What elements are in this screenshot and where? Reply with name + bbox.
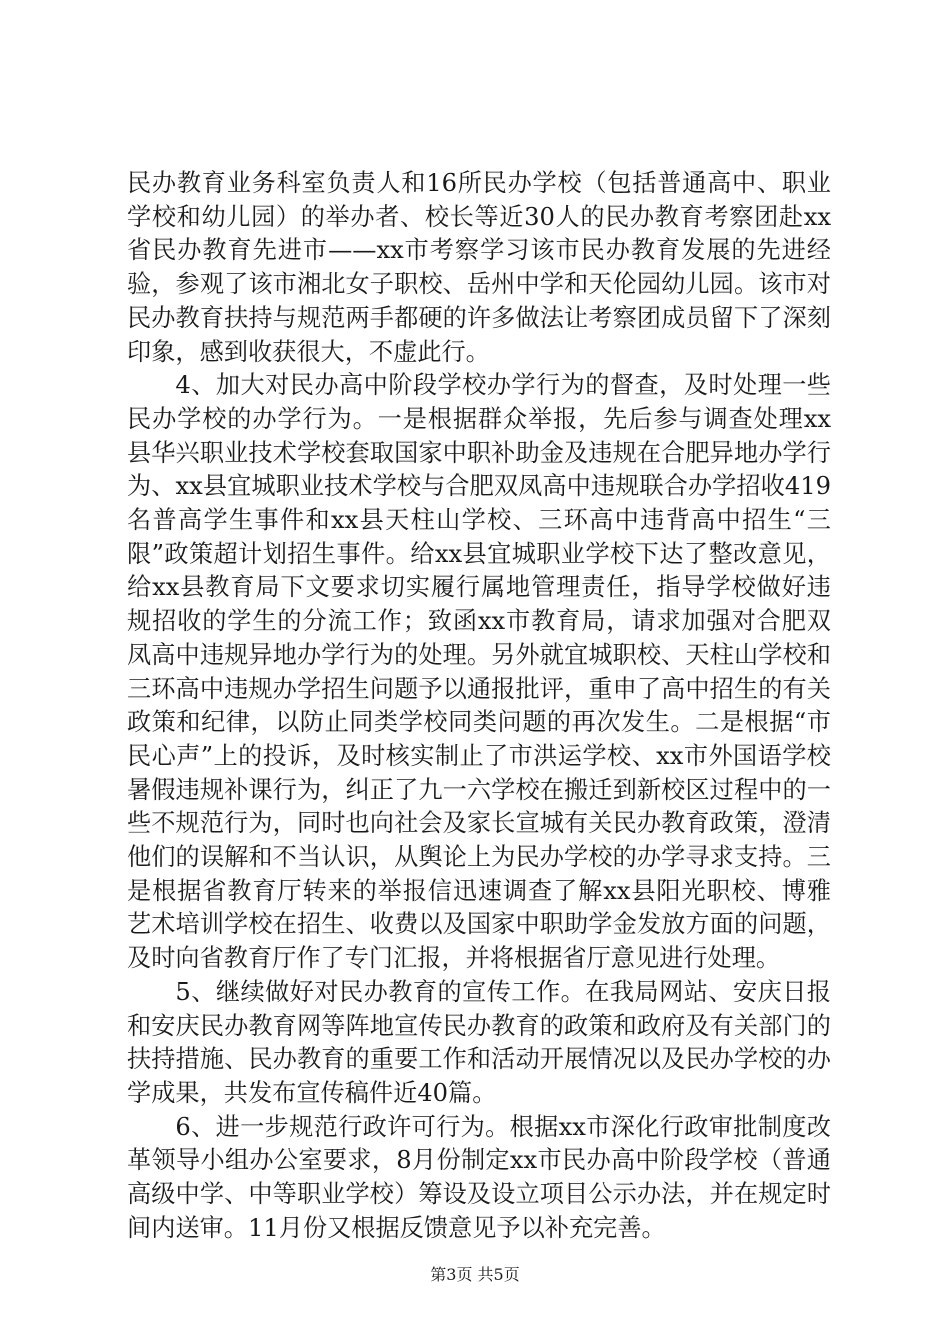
page-number: 第3页 共5页 xyxy=(430,1265,520,1284)
document-body xyxy=(127,167,831,1246)
paragraph-continuation: 民办教育业务科室负责人和16所民办学校（包括普通高中、职业学校和幼儿园）的举办者、校长等近30人的民办教育考察团赴xx省民办教育先进市——xx市考察学习该市民办教育发展的先进经验，参观了该市湘北女子职校、岳州中学和天伦园幼儿园。该市对民办教育扶持与规范两手都硬的许多做法让考察团成员留下了深刻印象，感到收获很大，不虚此行。 xyxy=(127,169,831,366)
paragraph-item-5: 5、继续做好对民办教育的宣传工作。在我局网站、安庆日报和安庆民办教育网等阵地宣传民办教育的政策和政府及有关部门的扶持措施、民办教育的重要工作和活动开展情况以及民办学校的办学成果，共发布宣传稿件近40篇。 xyxy=(127,977,831,1107)
page-footer xyxy=(0,1262,950,1285)
paragraph-item-4: 4、加大对民办高中阶段学校办学行为的督查，及时处理一些民办学校的办学行为。一是根据群众举报，先后参与调查处理xx县华兴职业技术学校套取国家中职补助金及违规在合肥异地办学行为、xx县宜城职业技术学校与合肥双凤高中违规联合办学招收419名普高学生事件和xx县天柱山学校、三环高中违背高中招生“三限”政策超计划招生事件。给xx县宜城职业学校下达了整改意见，给xx县教育局下文要求切实履行属地管理责任，指导学校做好违规招收的学生的分流工作；致函xx市教育局，请求加强对合肥双凤高中违规异地办学行为的处理。另外就宜城职校、天柱山学校和三环高中违规办学招生问题予以通报批评，重申了高中招生的有关政策和纪律，以防止同类学校同类问题的再次发生。二是根据“市民心声”上的投诉，及时核实制止了市洪运学校、xx市外国语学校暑假违规补课行为，纠正了九一六学校在搬迁到新校区过程中的一些不规范行为，同时也向社会及家长宣城有关民办教育政策，澄清他们的误解和不当认识，从舆论上为民办学校的办学寻求支持。三是根据省教育厅转来的举报信迅速调查了解xx县阳光职校、博雅艺术培训学校在招生、收费以及国家中职助学金发放方面的问题，及时向省教育厅作了专门汇报，并将根据省厅意见进行处理。 xyxy=(127,371,831,973)
paragraph-item-6: 6、进一步规范行政许可行为。根据xx市深化行政审批制度改革领导小组办公室要求，8月份制定xx市民办高中阶段学校（普通高级中学、中等职业学校）筹设及设立项目公示办法，并在规定时间内送审。11月份又根据反馈意见予以补充完善。 xyxy=(127,1112,831,1242)
